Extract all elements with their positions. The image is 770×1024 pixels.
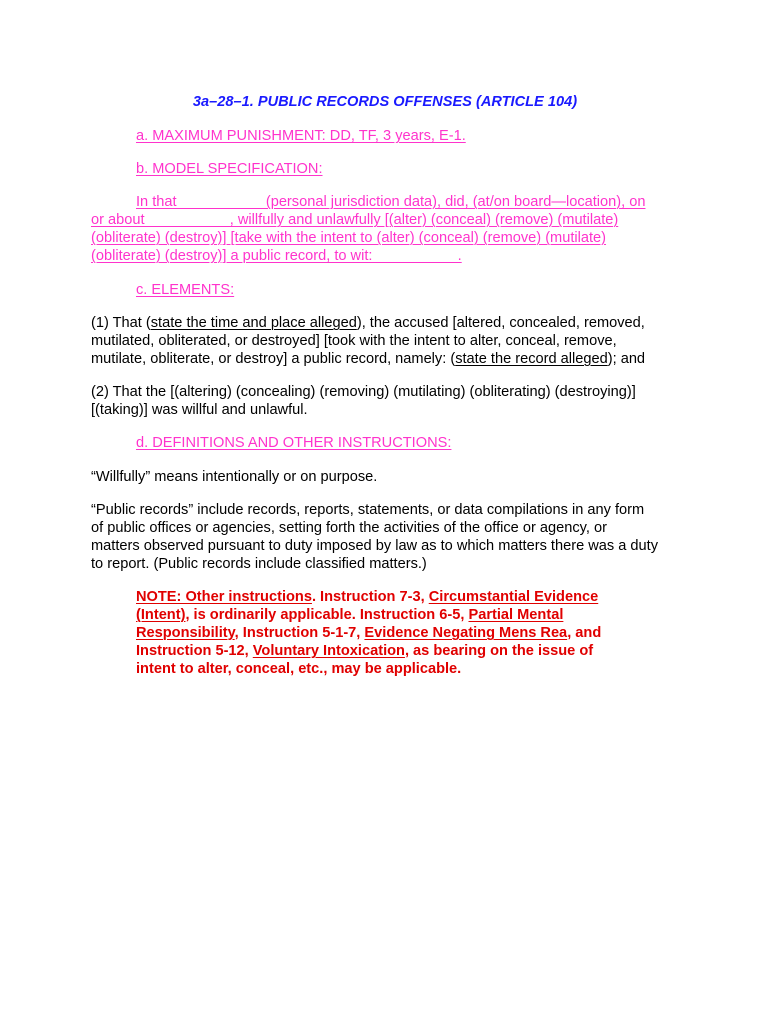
element-placeholder: state the time and place alleged: [150, 315, 357, 331]
element-1-line: mutilated, obliterated, or destroyed] [took with the intent to alter, conceal, remove,: [91, 333, 617, 349]
model-specification-heading: b. MODEL SPECIFICATION:: [136, 161, 323, 177]
definition-public-records-line: “Public records” include records, reports, statements, or data compilations in any form: [91, 502, 645, 518]
element-2-line: (2) That the [(altering) (concealing) (removing) (mutilating) (obliterating) (destroying)]: [91, 384, 636, 400]
note-text: , Instruction 5-1-7,: [234, 625, 365, 641]
definition-public-records-line: matters observed pursuant to duty imposed by law as to which matters there was a duty: [91, 538, 658, 554]
element-text: (1) That (: [91, 315, 151, 331]
note-instruction-ref: (Intent): [136, 607, 186, 623]
element-text: ), the accused [altered, concealed, removed,: [356, 315, 645, 331]
maximum-punishment: a. MAXIMUM PUNISHMENT: DD, TF, 3 years, E-1.: [136, 128, 466, 144]
elements-heading: c. ELEMENTS:: [136, 282, 235, 298]
element-placeholder: state the record alleged: [455, 351, 608, 367]
note-instruction-ref: Voluntary Intoxication: [252, 643, 405, 659]
note-text: Instruction 5-12,: [136, 643, 253, 659]
note-text: , is ordinarily applicable. Instruction 6-5,: [185, 607, 469, 623]
note-instruction-ref: Partial Mental: [468, 607, 564, 623]
definition-willfully: “Willfully” means intentionally or on purpose.: [91, 469, 378, 485]
element-1-line: [91, 314, 645, 332]
definition-public-records-line: of public offices or agencies, setting forth the activities of the office or agency, or: [91, 520, 607, 536]
note-label: NOTE: Other instructions: [136, 589, 312, 605]
specification-line: In that __________ (personal jurisdiction data), did, (at/on board—location), on: [136, 194, 646, 210]
note-text: , as bearing on the issue of: [404, 643, 594, 659]
note-instruction-ref: Responsibility: [136, 625, 235, 641]
page-title: 3a–28–1. PUBLIC RECORDS OFFENSES (ARTICLE 104): [192, 94, 578, 110]
element-1-line: [91, 350, 645, 368]
specification-line: (obliterate) (destroy)] a public record, to wit: __________.: [91, 248, 462, 264]
note-instruction-ref: Circumstantial Evidence: [428, 589, 599, 605]
element-2-line: [(taking)] was willful and unlawful.: [91, 402, 308, 418]
note-text: , and: [567, 625, 602, 641]
note-line: [136, 588, 598, 606]
definitions-heading: d. DEFINITIONS AND OTHER INSTRUCTIONS:: [136, 435, 452, 451]
element-text: mutilate, obliterate, or destroy] a public record, namely: (: [91, 351, 456, 367]
note-instruction-ref: Evidence Negating Mens Rea: [364, 625, 568, 641]
definition-public-records-line: to report. (Public records include classified matters.): [91, 556, 427, 572]
note-text: . Instruction 7-3,: [311, 589, 429, 605]
specification-line: (obliterate) (destroy)] [take with the intent to (alter) (conceal) (remove) (mutilate): [91, 230, 607, 246]
note-line: [136, 642, 593, 660]
note-line: [136, 606, 563, 624]
note-line: intent to alter, conceal, etc., may be applicable.: [136, 661, 462, 677]
specification-line: or about __________, willfully and unlawfully [(alter) (conceal) (remove) (mutilate): [91, 212, 619, 228]
element-text: ); and: [607, 351, 646, 367]
note-line: [136, 624, 601, 642]
